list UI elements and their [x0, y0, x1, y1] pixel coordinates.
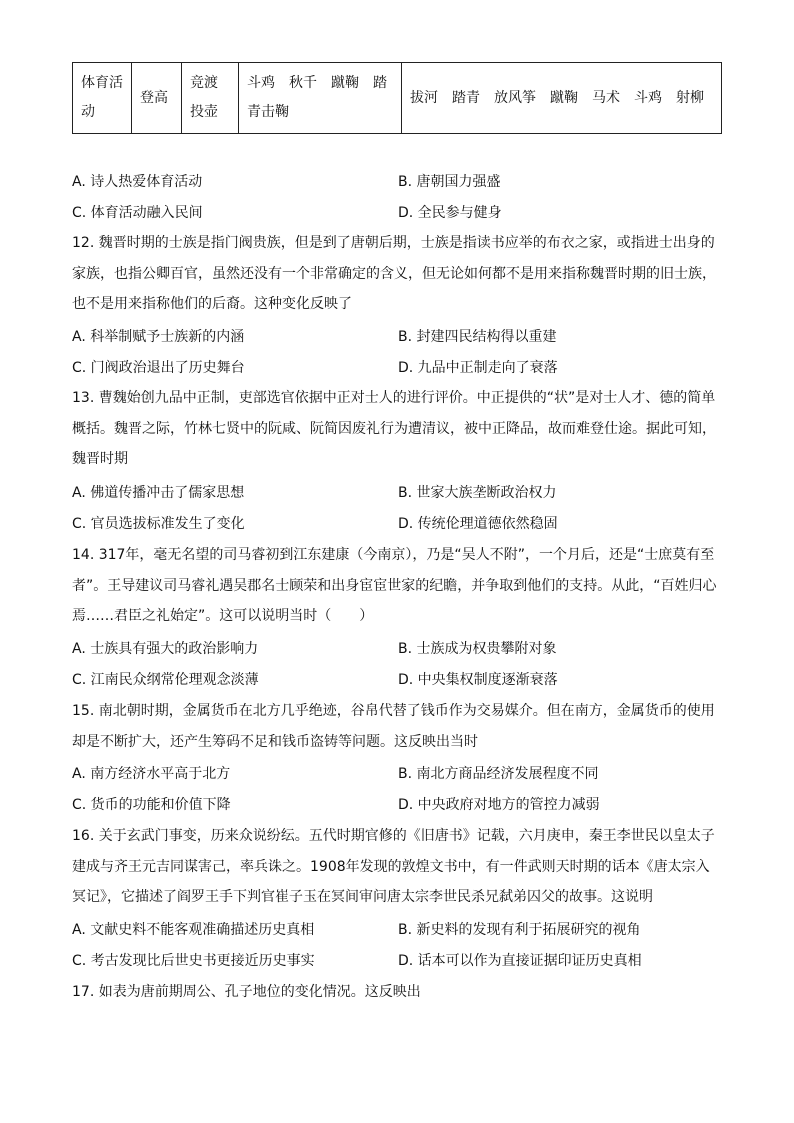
option-b[interactable]: B. 新史料的发现有利于拓展研究的视角: [398, 922, 641, 938]
table-cell: 竞渡 投壶: [182, 63, 239, 134]
question-17-stem: 17. 如表为唐前期周公、孔子地位的变化情况。这反映出: [72, 984, 421, 1000]
question-16-options: [72, 915, 722, 976]
option-b[interactable]: B. 唐朝国力强盛: [398, 174, 501, 190]
option-d[interactable]: D. 全民参与健身: [398, 204, 502, 221]
option-b[interactable]: B. 世家大族垄断政治权力: [398, 485, 557, 501]
question-12-options: [72, 322, 722, 383]
question-16-stem: 16. 关于玄武门事变，历来众说纷纭。五代时期官修的《旧唐书》记载，六月庚申，秦王李世民以皇太子建成与齐王元吉同谋害己，率兵诛之。1908年发现的敦煌文书中，有一件武则天时期的话本《唐太宗入冥记》，它描述了阎罗王手下判官崔子玉在冥间审问唐太宗李世民杀兄弑弟囚父的故事。这说明: [72, 828, 715, 905]
option-d[interactable]: D. 九品中正制走向了衰落: [398, 359, 558, 376]
option-b[interactable]: B. 士族成为权贵攀附对象: [398, 641, 557, 657]
table-cell: 登高: [132, 63, 182, 134]
option-c[interactable]: C. 货币的功能和价值下降: [72, 796, 231, 813]
option-a[interactable]: A. 佛道传播冲击了儒家思想: [72, 485, 245, 501]
question-14-stem: 14. 317年，毫无名望的司马睿初到江东建康（今南京），乃是“吴人不附”，一个月后，还是“士庶莫有至者”。王导建议司马睿礼遇吴郡名士顾荣和出身宦宦世家的纪瞻，并争取到他们的支持。从此，“百姓归心焉……君臣之礼始定”。这可以说明当时（ ）: [72, 547, 717, 624]
table-cell: 体育活动: [73, 63, 132, 134]
option-c[interactable]: C. 门阀政治退出了历史舞台: [72, 359, 245, 376]
option-d[interactable]: D. 话本可以作为直接证据印证历史真相: [398, 952, 642, 969]
question-15-options: [72, 759, 722, 820]
option-a[interactable]: A. 士族具有强大的政治影响力: [72, 641, 259, 657]
table-cell: 拔河 踏青 放风筝 蹴鞠 马术 斗鸡 射柳: [402, 63, 722, 134]
option-a[interactable]: A. 南方经济水平高于北方: [72, 766, 231, 782]
sports-activities-table: [72, 62, 722, 134]
option-d[interactable]: D. 中央集权制度逐渐衰落: [398, 671, 558, 688]
table-row: [73, 63, 722, 134]
question-15-stem: 15. 南北朝时期，金属货币在北方几乎绝迹，谷帛代替了钱币作为交易媒介。但在南方，金属货币的使用却是不断扩大，还产生筹码不足和钱币盗铸等问题。这反映出当时: [72, 703, 715, 750]
option-c[interactable]: C. 江南民众纲常伦理观念淡薄: [72, 671, 259, 688]
option-a[interactable]: A. 科举制赋予士族新的内涵: [72, 329, 245, 345]
table-cell: 斗鸡 秋千 蹴鞠 踏青击鞠: [239, 63, 402, 134]
option-d[interactable]: D. 中央政府对地方的管控力减弱: [398, 796, 600, 813]
question-14-options: [72, 634, 722, 695]
question-11-options: [72, 167, 722, 228]
option-c[interactable]: C. 体育活动融入民间: [72, 204, 203, 221]
option-a[interactable]: A. 文献史料不能客观准确描述历史真相: [72, 922, 315, 938]
question-13-stem: 13. 曹魏始创九品中正制，吏部选官依据中正对士人的进行评价。中正提供的“状”是对士人才、德的简单概括。魏晋之际，竹林七贤中的阮咸、阮简因废礼行为遭清议，被中正降品，故而难登仕途。据此可知，魏晋时期: [72, 390, 716, 467]
question-12-stem: 12. 魏晋时期的士族是指门阀贵族，但是到了唐朝后期，士族是指读书应举的布衣之家，或指进士出身的家族，也指公卿百官，虽然还没有一个非常确定的含义，但无论如何都不是用来指称魏晋时期的旧士族，也不是用来指称他们的后裔。这种变化反映了: [72, 235, 716, 312]
option-d[interactable]: D. 传统伦理道德依然稳固: [398, 515, 558, 532]
question-13-options: [72, 478, 722, 539]
option-c[interactable]: C. 考古发现比后世史书更接近历史事实: [72, 952, 315, 969]
option-a[interactable]: A. 诗人热爱体育活动: [72, 174, 203, 190]
option-c[interactable]: C. 官员选拔标准发生了变化: [72, 515, 245, 532]
option-b[interactable]: B. 封建四民结构得以重建: [398, 329, 557, 345]
option-b[interactable]: B. 南北方商品经济发展程度不同: [398, 766, 599, 782]
